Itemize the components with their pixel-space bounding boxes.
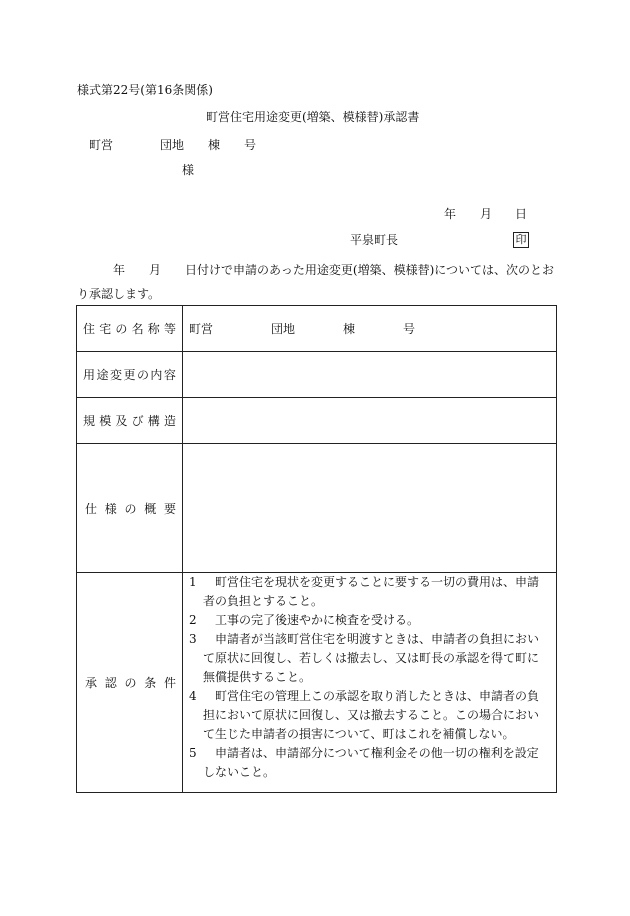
label-char: 名 bbox=[131, 322, 144, 336]
condition-number: 2 bbox=[189, 613, 197, 627]
usage-change-value bbox=[183, 352, 557, 398]
label-char: 等 bbox=[163, 322, 176, 336]
label-char: 造 bbox=[163, 414, 176, 428]
label-char: 認 bbox=[104, 676, 117, 690]
condition-text: 町営住宅を現状を変更することに要する一切の費用は、申請者の負担とすること。 bbox=[203, 575, 540, 608]
specification-value bbox=[183, 444, 557, 573]
form-number: 様式第22号(第16条関係) bbox=[77, 83, 213, 97]
table-row bbox=[77, 306, 557, 352]
condition-item bbox=[189, 573, 550, 611]
housing-danchi: 団地 bbox=[271, 322, 296, 336]
date-day: 日 bbox=[515, 207, 528, 221]
label-char: 変 bbox=[109, 368, 122, 382]
condition-text: 町営住宅の管理上この承認を取り消したときは、申請者の負担において原状に回復し、又は撤去すること。この場合において生じた申請者の損害について、町はこれを補償しない。 bbox=[203, 689, 540, 741]
housing-town: 町営 bbox=[189, 322, 214, 336]
label-char: 概 bbox=[144, 501, 157, 516]
body-text: 日付けで申請のあった用途変更(増築、模様替)については、次のとおり承認します。 bbox=[77, 263, 555, 301]
body-year: 年 bbox=[113, 263, 126, 277]
label-char: 称 bbox=[147, 322, 160, 336]
condition-item bbox=[189, 611, 550, 630]
date-year: 年 bbox=[444, 207, 457, 221]
label-char: 模 bbox=[99, 414, 112, 428]
address-gou: 号 bbox=[244, 138, 257, 152]
date-month: 月 bbox=[480, 207, 493, 221]
label-char: 途 bbox=[96, 368, 109, 382]
label-char: の bbox=[115, 322, 128, 336]
label-char: の bbox=[136, 368, 149, 382]
body-month: 月 bbox=[149, 263, 162, 277]
label-char: 条 bbox=[144, 676, 157, 690]
housing-name-value bbox=[183, 306, 557, 352]
conditions-list bbox=[183, 573, 556, 792]
label-char: の bbox=[124, 676, 137, 690]
row-label-housing-name bbox=[77, 306, 183, 352]
label-char: 更 bbox=[123, 368, 136, 382]
row-label-conditions bbox=[77, 573, 183, 793]
condition-text: 申請者が当該町営住宅を明渡すときは、申請者の負担において原状に回復し、若しくは撤去し、又は町長の承認を得て町に無償提供すること。 bbox=[203, 632, 540, 684]
condition-number: 5 bbox=[189, 746, 197, 760]
issuer-name: 平泉町長 bbox=[350, 233, 399, 247]
condition-item bbox=[189, 744, 550, 782]
label-char: 容 bbox=[163, 368, 176, 382]
conditions-value bbox=[183, 573, 557, 793]
label-char: 規 bbox=[83, 414, 96, 428]
label-char: 構 bbox=[147, 414, 160, 428]
row-label-usage-change bbox=[77, 352, 183, 398]
label-char: 仕 bbox=[85, 501, 98, 516]
label-char: 承 bbox=[85, 676, 98, 690]
condition-text: 申請者は、申請部分について権利金その他一切の権利を設定しないこと。 bbox=[203, 746, 539, 779]
row-label-scale-structure bbox=[77, 398, 183, 444]
approval-table bbox=[76, 305, 557, 793]
condition-item bbox=[189, 630, 550, 687]
housing-gou: 号 bbox=[403, 322, 416, 336]
body-paragraph bbox=[77, 258, 557, 306]
seal-stamp: 印 bbox=[513, 232, 529, 248]
addressee-honorific: 様 bbox=[182, 163, 195, 177]
scale-structure-value bbox=[183, 398, 557, 444]
label-char: 件 bbox=[163, 676, 176, 690]
table-row bbox=[77, 352, 557, 398]
condition-text: 工事の完了後速やかに検査を受ける。 bbox=[203, 613, 420, 627]
row-label-specification bbox=[77, 444, 183, 573]
label-char: 内 bbox=[150, 368, 163, 382]
label-char: び bbox=[131, 414, 144, 428]
label-char: の bbox=[124, 501, 137, 516]
housing-tou: 棟 bbox=[343, 322, 356, 336]
condition-number: 3 bbox=[189, 632, 197, 646]
label-char: 様 bbox=[104, 501, 117, 516]
address-danchi: 団地 bbox=[160, 138, 185, 152]
label-char: 要 bbox=[163, 501, 176, 516]
address-tou: 棟 bbox=[208, 138, 221, 152]
condition-number: 1 bbox=[189, 575, 197, 589]
label-char: 宅 bbox=[99, 322, 112, 336]
address-town: 町営 bbox=[89, 138, 114, 152]
table-row bbox=[77, 573, 557, 793]
table-row bbox=[77, 398, 557, 444]
label-char: 及 bbox=[115, 414, 128, 428]
condition-item bbox=[189, 687, 550, 744]
label-char: 用 bbox=[83, 368, 96, 382]
condition-number: 4 bbox=[189, 689, 197, 703]
document-title: 町営住宅用途変更(増築、模様替)承認書 bbox=[206, 110, 420, 124]
label-char: 住 bbox=[83, 322, 96, 336]
table-row bbox=[77, 444, 557, 573]
